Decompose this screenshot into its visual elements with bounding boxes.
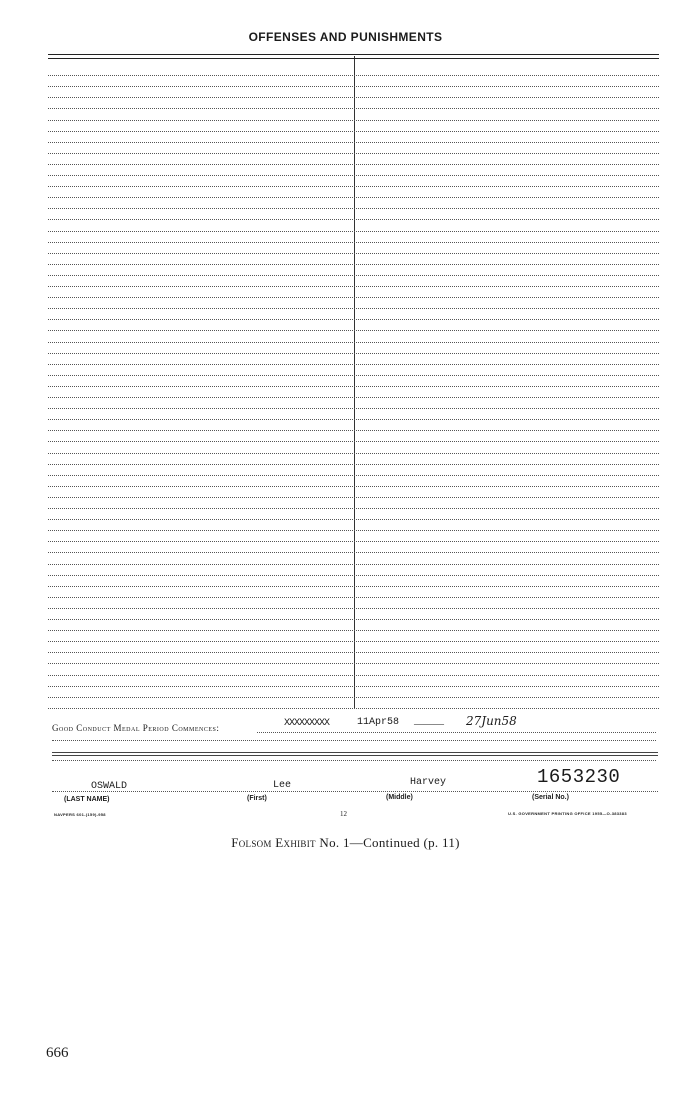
- strike-mark: ———: [414, 719, 444, 730]
- table-row-rule: [48, 464, 659, 465]
- table-row-rule: [48, 575, 659, 576]
- table-row-rule: [48, 708, 659, 709]
- table-row-rule: [48, 430, 659, 431]
- table-row-rule: [48, 508, 659, 509]
- page-number: 666: [46, 1045, 69, 1061]
- table-row-rule: [48, 597, 659, 598]
- table-row-rule: [48, 386, 659, 387]
- table-row-rule: [48, 375, 659, 376]
- table-row-rule: [48, 697, 659, 698]
- table-row-rule: [48, 486, 659, 487]
- exhibit-caption-name: Folsom Exhibit: [231, 835, 316, 850]
- table-row-rule: [48, 286, 659, 287]
- table-row-rule: [48, 552, 659, 553]
- handwritten-date: 27Jun58: [466, 714, 517, 728]
- table-row-rule: [48, 197, 659, 198]
- serial-number-value: 1653230: [537, 766, 621, 788]
- exhibit-caption-rest: No. 1—Continued (p. 11): [319, 835, 460, 850]
- table-row-rule: [48, 275, 659, 276]
- section-rule: [52, 752, 658, 753]
- table-row-rule: [48, 342, 659, 343]
- name-line: [52, 791, 658, 792]
- good-conduct-medal-line: [52, 716, 656, 734]
- first-name-caption: (First): [247, 795, 267, 802]
- table-row-rule: [48, 541, 659, 542]
- table-row-rule: [48, 319, 659, 320]
- good-conduct-date: 11Apr58: [357, 717, 400, 728]
- table-top-rule: [48, 54, 659, 59]
- dotted-rule: [52, 740, 656, 741]
- middle-name-value: Harvey: [410, 777, 447, 788]
- table-row-rule: [48, 208, 659, 209]
- table-row-rule: [48, 353, 659, 354]
- table-row-rule: [48, 453, 659, 454]
- table-row-rule: [48, 530, 659, 531]
- table-row-rule: [48, 419, 659, 420]
- exhibit-caption: [0, 835, 691, 851]
- struck-entry: XXXXXXXXX: [284, 718, 330, 729]
- serial-caption: (Serial No.): [532, 794, 569, 801]
- table-row-rule: [48, 497, 659, 498]
- table-row-rule: [48, 120, 659, 121]
- table-row-rule: [48, 231, 659, 232]
- table-row-rule: [48, 131, 659, 132]
- table-row-rule: [48, 297, 659, 298]
- table-row-rule: [48, 630, 659, 631]
- table-row-rule: [48, 308, 659, 309]
- table-row-rule: [48, 108, 659, 109]
- table-row-rule: [48, 364, 659, 365]
- table-row-rule: [48, 641, 659, 642]
- middle-name-caption: (Middle): [386, 794, 413, 801]
- column-divider: [354, 56, 355, 708]
- table-row-rule: [48, 242, 659, 243]
- offenses-table: [48, 52, 659, 712]
- table-row-rule: [48, 686, 659, 687]
- dotted-rule: [52, 760, 656, 761]
- table-row-rule: [48, 253, 659, 254]
- page-title: OFFENSES AND PUNISHMENTS: [248, 30, 443, 44]
- table-row-rule: [48, 175, 659, 176]
- table-row-rule: [48, 86, 659, 87]
- table-row-rule: [48, 663, 659, 664]
- table-row-rule: [48, 619, 659, 620]
- last-name-value: OSWALD: [91, 781, 128, 792]
- table-row-rule: [48, 164, 659, 165]
- table-row-rule: [48, 652, 659, 653]
- table-row-rule: [48, 153, 659, 154]
- form-number: NAVPERS 601-(159)-958: [54, 812, 106, 817]
- table-row-rule: [48, 186, 659, 187]
- table-row-rule: [48, 475, 659, 476]
- table-row-rule: [48, 142, 659, 143]
- printer-note: U.S. GOVERNMENT PRINTING OFFICE 1955—O-383383: [508, 811, 627, 816]
- table-row-rule: [48, 330, 659, 331]
- table-row-rule: [48, 97, 659, 98]
- table-row-rule: [48, 519, 659, 520]
- table-row-rule: [48, 608, 659, 609]
- section-rule: [52, 755, 658, 756]
- table-row-rule: [48, 564, 659, 565]
- table-row-rule: [48, 264, 659, 265]
- table-row-rule: [48, 219, 659, 220]
- good-conduct-leader: [257, 732, 656, 733]
- table-row-rule: [48, 397, 659, 398]
- good-conduct-label: Good Conduct Medal Period Commences:: [52, 723, 220, 733]
- inner-page-number: 12: [340, 810, 347, 818]
- table-row-rule: [48, 586, 659, 587]
- last-name-caption: (LAST NAME): [64, 796, 110, 803]
- table-row-rule: [48, 441, 659, 442]
- table-row-rule: [48, 75, 659, 76]
- table-row-rule: [48, 675, 659, 676]
- first-name-value: Lee: [273, 780, 292, 791]
- table-row-rule: [48, 408, 659, 409]
